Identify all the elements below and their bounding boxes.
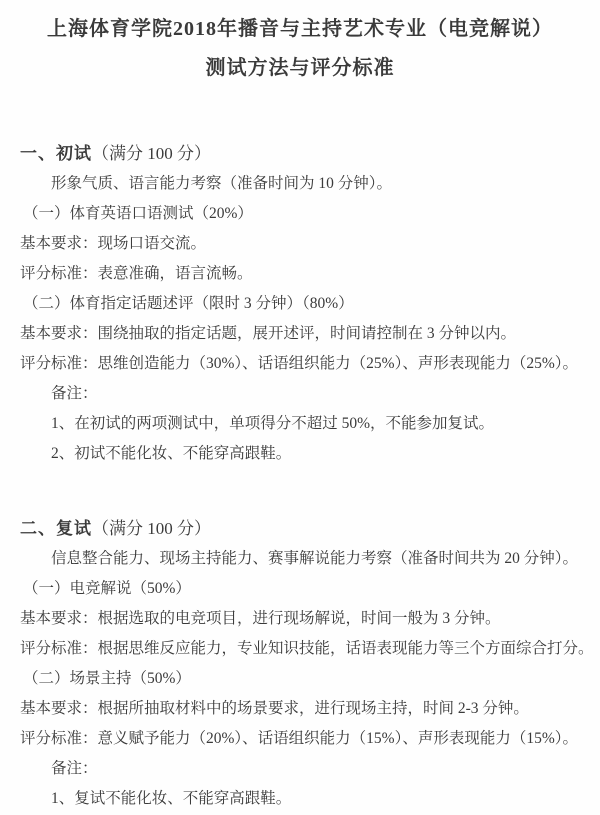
section-heading-title: 一、初试 bbox=[20, 144, 92, 163]
doc-line: 1、在初试的两项测试中，单项得分不超过 50%，不能参加复试。 bbox=[51, 415, 495, 432]
doc-line: 基本要求：围绕抽取的指定话题，展开述评，时间请控制在 3 分钟以内。 bbox=[20, 325, 517, 342]
doc-line: 基本要求：现场口语交流。 bbox=[20, 235, 207, 252]
doc-line: 评分标准：根据思维反应能力，专业知识技能，话语表现能力等三个方面综合打分。 bbox=[20, 640, 594, 657]
section-heading-score: （满分 100 分） bbox=[92, 519, 211, 538]
doc-line: 备注： bbox=[51, 760, 98, 777]
doc-line: 基本要求：根据选取的电竞项目，进行现场解说，时间一般为 3 分钟。 bbox=[20, 610, 501, 627]
doc-line: （一）体育英语口语测试（20%） bbox=[23, 205, 253, 222]
doc-title-line2: 测试方法与评分标准 bbox=[205, 57, 395, 79]
doc-line: 信息整合能力、现场主持能力、赛事解说能力考察（准备时间共为 20 分钟）。 bbox=[51, 550, 579, 567]
section-heading bbox=[20, 139, 580, 169]
section-heading-score: （满分 100 分） bbox=[92, 144, 211, 163]
doc-title-line1: 上海体育学院2018年播音与主持艺术专业（电竞解说） bbox=[47, 18, 553, 40]
doc-line: 1、复试不能化妆、不能穿高跟鞋。 bbox=[51, 790, 292, 807]
doc-line: 2、初试不能化妆、不能穿高跟鞋。 bbox=[51, 445, 292, 462]
section-heading-title: 二、复试 bbox=[20, 519, 92, 538]
doc-line: 评分标准：思维创造能力（30%）、话语组织能力（25%）、声形表现能力（25%）。 bbox=[20, 355, 578, 372]
doc-line: 评分标准：意义赋予能力（20%）、话语组织能力（15%）、声形表现能力（15%）。 bbox=[20, 730, 578, 747]
section-heading bbox=[20, 514, 580, 544]
doc-line: 备注： bbox=[51, 385, 98, 402]
doc-line: 基本要求：根据所抽取材料中的场景要求，进行现场主持，时间 2-3 分钟。 bbox=[20, 700, 529, 717]
doc-line: 形象气质、语言能力考察（准备时间为 10 分钟）。 bbox=[51, 175, 393, 192]
doc-line: （一）电竞解说（50%） bbox=[23, 580, 191, 597]
doc-line: （二）场景主持（50%） bbox=[23, 670, 191, 687]
doc-line: 评分标准：表意准确，语言流畅。 bbox=[20, 265, 253, 282]
section-first-test bbox=[20, 139, 580, 469]
doc-line: （二）体育指定话题述评（限时 3 分钟）（80%） bbox=[23, 295, 354, 312]
section-second-test bbox=[20, 514, 594, 814]
